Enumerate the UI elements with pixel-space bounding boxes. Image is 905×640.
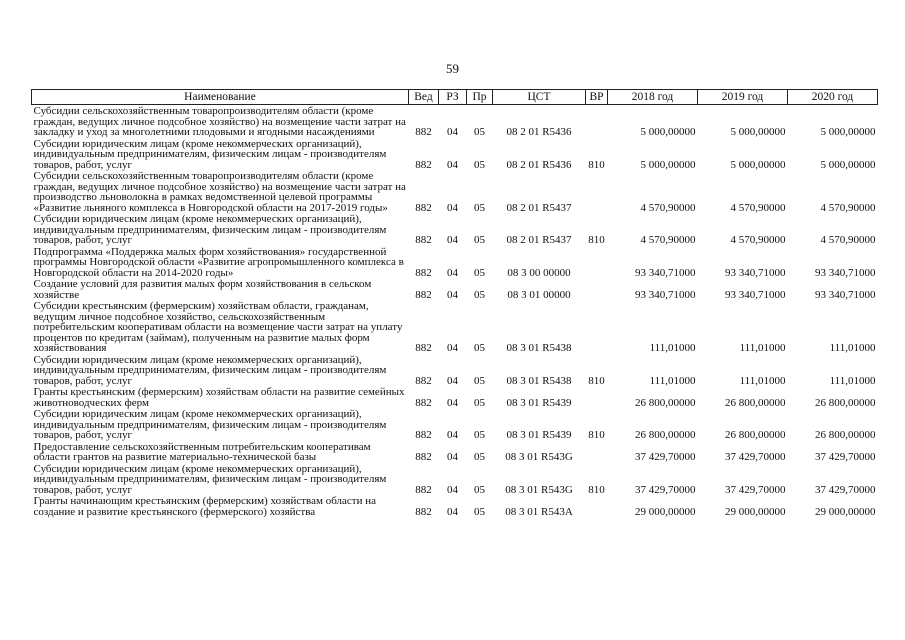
cell-cst: 08 3 00 00000 [507, 266, 571, 279]
table-row [32, 138, 878, 171]
cell-ved: 882 [415, 505, 432, 518]
cell-name: Подпрограмма «Поддержка малых форм хозяйствования» государственной программы Новгородской области «Развитие агропромышленного комплекса в Новгородской области на 2014-2020 годы» [33, 245, 404, 279]
cell-ved: 882 [415, 201, 432, 214]
cell-ved: 882 [415, 126, 432, 138]
table-row [32, 441, 878, 463]
cell-cst: 08 3 01 R5439 [506, 429, 572, 441]
cell-2018: 111,01000 [649, 342, 696, 354]
cell-pr: 05 [474, 234, 485, 246]
cell-2020: 37 429,70000 [815, 483, 876, 496]
cell-pr: 05 [474, 126, 485, 138]
cell-cst: 08 3 01 R543G [505, 483, 573, 496]
header-2018: 2018 год [608, 90, 698, 105]
cell-pr: 05 [474, 158, 485, 171]
header-name: Наименование [32, 90, 409, 105]
cell-2019: 37 429,70000 [725, 483, 786, 496]
cell-2018: 4 570,90000 [640, 234, 696, 246]
cell-name: Гранты начинающим крестьянским (фермерским) хозяйствам области на создание и развитие крестьянского (фермерского) хозяйства [33, 495, 376, 518]
cell-vr [586, 170, 608, 213]
cell-ved: 882 [415, 396, 432, 409]
cell-pr: 05 [474, 288, 485, 301]
cell-2018: 29 000,00000 [635, 505, 696, 518]
cell-vr: 810 [588, 483, 605, 496]
cell-vr: 810 [588, 234, 605, 246]
cell-pr: 05 [474, 201, 485, 214]
cell-2019: 26 800,00000 [725, 429, 786, 441]
cell-ved: 882 [415, 288, 432, 301]
cell-ved: 882 [415, 483, 432, 496]
table-row [32, 105, 878, 138]
table-row [32, 463, 878, 496]
cell-vr [586, 386, 608, 408]
cell-2019: 111,01000 [739, 374, 786, 387]
header-rz: РЗ [439, 90, 467, 105]
cell-cst: 08 2 01 R5436 [506, 126, 572, 138]
cell-rz: 04 [447, 505, 458, 518]
cell-rz: 04 [447, 342, 458, 354]
table-row [32, 213, 878, 246]
cell-2019: 4 570,90000 [730, 234, 786, 246]
cell-2019: 26 800,00000 [725, 396, 786, 409]
cell-cst: 08 2 01 R5436 [506, 158, 572, 171]
cell-2019: 4 570,90000 [730, 201, 786, 214]
cell-2019: 29 000,00000 [725, 505, 786, 518]
cell-ved: 882 [415, 374, 432, 387]
cell-name: Субсидии крестьянским (фермерским) хозяйствам области, гражданам, ведущим личное подсобное хозяйство, сельскохозяйственным потребительским кооперативам области на возмещение части затрат на уплату процентов по кредитам (займам), полученным на развитие малых форм хозяйствования [33, 300, 403, 354]
cell-2020: 26 800,00000 [815, 429, 876, 441]
cell-name: Субсидии юридическим лицам (кроме некоммерческих организаций), индивидуальным предпринимателям, физическим лицам - производителям товаров, работ, услуг [33, 462, 387, 496]
cell-pr: 05 [474, 396, 485, 409]
cell-2020: 5 000,00000 [820, 126, 876, 138]
cell-2018: 5 000,00000 [640, 126, 696, 138]
cell-cst: 08 3 01 R5439 [506, 396, 572, 409]
table-row [32, 246, 878, 279]
cell-cst: 08 3 01 00000 [507, 288, 571, 301]
cell-vr: 810 [588, 158, 605, 171]
cell-pr: 05 [474, 374, 485, 387]
cell-ved: 882 [415, 429, 432, 441]
cell-pr: 05 [474, 505, 485, 518]
cell-2019: 37 429,70000 [725, 451, 786, 463]
cell-2018: 93 340,71000 [635, 266, 696, 279]
cell-ved: 882 [415, 158, 432, 171]
cell-2018: 26 800,00000 [635, 429, 696, 441]
cell-name: Субсидии сельскохозяйственным товаропроизводителям области (кроме граждан, ведущих личное подсобное хозяйство) на возмещение части затрат на закладку и уход за многолетними плодовыми и ягодными насаждениями [33, 105, 406, 138]
cell-name: Субсидии юридическим лицам (кроме некоммерческих организаций), индивидуальным предпринимателям, физическим лицам - производителям товаров, работ, услуг [33, 353, 387, 387]
cell-2020: 111,01000 [829, 342, 876, 354]
cell-vr [586, 246, 608, 279]
cell-ved: 882 [415, 266, 432, 279]
cell-rz: 04 [447, 288, 458, 301]
header-2019: 2019 год [698, 90, 788, 105]
cell-vr [586, 441, 608, 463]
cell-2019: 5 000,00000 [730, 126, 786, 138]
cell-2018: 26 800,00000 [635, 396, 696, 409]
budget-table [31, 89, 878, 517]
cell-name: Гранты крестьянским (фермерским) хозяйствам области на развитие семейных животноводческих ферм [33, 386, 405, 409]
cell-2020: 111,01000 [829, 374, 876, 387]
table-row [32, 300, 878, 354]
cell-2018: 111,01000 [649, 374, 696, 387]
cell-vr [586, 495, 608, 517]
cell-pr: 05 [474, 483, 485, 496]
cell-2019: 5 000,00000 [730, 158, 786, 171]
header-cst: ЦСТ [493, 90, 586, 105]
page-number: 59 [446, 61, 459, 76]
cell-vr [586, 300, 608, 354]
cell-cst: 08 2 01 R5437 [506, 201, 572, 214]
cell-rz: 04 [447, 158, 458, 171]
header-row [32, 90, 878, 105]
cell-2018: 37 429,70000 [635, 483, 696, 496]
header-2020: 2020 год [788, 90, 878, 105]
cell-2020: 4 570,90000 [820, 234, 876, 246]
header-vr: ВР [586, 90, 608, 105]
cell-name: Субсидии сельскохозяйственным товаропроизводителям области (кроме граждан, ведущих личное подсобное хозяйство) на возмещение части затрат на производство льноволокна в рамках ведомственной целевой программы «Развитие льняного комплекса в Новгородской области на 2017-2019 годы» [33, 170, 406, 214]
cell-cst: 08 3 01 R543A [505, 505, 573, 518]
cell-rz: 04 [447, 451, 458, 463]
cell-vr: 810 [588, 374, 605, 387]
cell-name: Предоставление сельскохозяйственным потребительским кооперативам области грантов на развитие материально-технической базы [33, 440, 371, 463]
cell-2018: 5 000,00000 [640, 158, 696, 171]
cell-rz: 04 [447, 266, 458, 279]
cell-2020: 5 000,00000 [820, 158, 876, 171]
cell-2018: 4 570,90000 [640, 201, 696, 214]
cell-2020: 37 429,70000 [815, 451, 876, 463]
cell-rz: 04 [447, 396, 458, 409]
table-row [32, 386, 878, 408]
table-row [32, 278, 878, 300]
cell-pr: 05 [474, 451, 485, 463]
table-row [32, 495, 878, 517]
cell-rz: 04 [447, 374, 458, 387]
cell-name: Создание условий для развития малых форм хозяйствования в сельском хозяйстве [33, 278, 372, 301]
cell-name: Субсидии юридическим лицам (кроме некоммерческих организаций), индивидуальным предпринимателям, физическим лицам - производителям товаров, работ, услуг [33, 408, 387, 441]
table-row [32, 408, 878, 441]
cell-name: Субсидии юридическим лицам (кроме некоммерческих организаций), индивидуальным предпринимателям, физическим лицам - производителям товаров, работ, услуг [33, 137, 387, 171]
cell-2018: 37 429,70000 [635, 451, 696, 463]
cell-rz: 04 [447, 483, 458, 496]
cell-vr [586, 278, 608, 300]
cell-2019: 93 340,71000 [725, 266, 786, 279]
table-body [32, 105, 878, 518]
cell-2020: 93 340,71000 [815, 266, 876, 279]
cell-rz: 04 [447, 126, 458, 138]
cell-pr: 05 [474, 266, 485, 279]
cell-2020: 93 340,71000 [815, 288, 876, 301]
cell-2020: 4 570,90000 [820, 201, 876, 214]
cell-rz: 04 [447, 201, 458, 214]
cell-rz: 04 [447, 234, 458, 246]
cell-cst: 08 3 01 R5438 [506, 374, 572, 387]
cell-2019: 93 340,71000 [725, 288, 786, 301]
cell-vr: 810 [588, 429, 605, 441]
cell-pr: 05 [474, 429, 485, 441]
cell-ved: 882 [415, 451, 432, 463]
table-row [32, 170, 878, 213]
cell-vr [586, 105, 608, 138]
table-row [32, 354, 878, 387]
cell-2020: 29 000,00000 [815, 505, 876, 518]
cell-pr: 05 [474, 342, 485, 354]
cell-ved: 882 [415, 234, 432, 246]
cell-2018: 93 340,71000 [635, 288, 696, 301]
cell-cst: 08 3 01 R543G [505, 451, 573, 463]
cell-ved: 882 [415, 342, 432, 354]
cell-cst: 08 3 01 R5438 [506, 342, 572, 354]
cell-2019: 111,01000 [739, 342, 786, 354]
cell-rz: 04 [447, 429, 458, 441]
cell-name: Субсидии юридическим лицам (кроме некоммерческих организаций), индивидуальным предпринимателям, физическим лицам - производителям товаров, работ, услуг [33, 213, 387, 246]
cell-2020: 26 800,00000 [815, 396, 876, 409]
header-pr: Пр [467, 90, 493, 105]
header-ved: Вед [409, 90, 439, 105]
cell-cst: 08 2 01 R5437 [506, 234, 572, 246]
